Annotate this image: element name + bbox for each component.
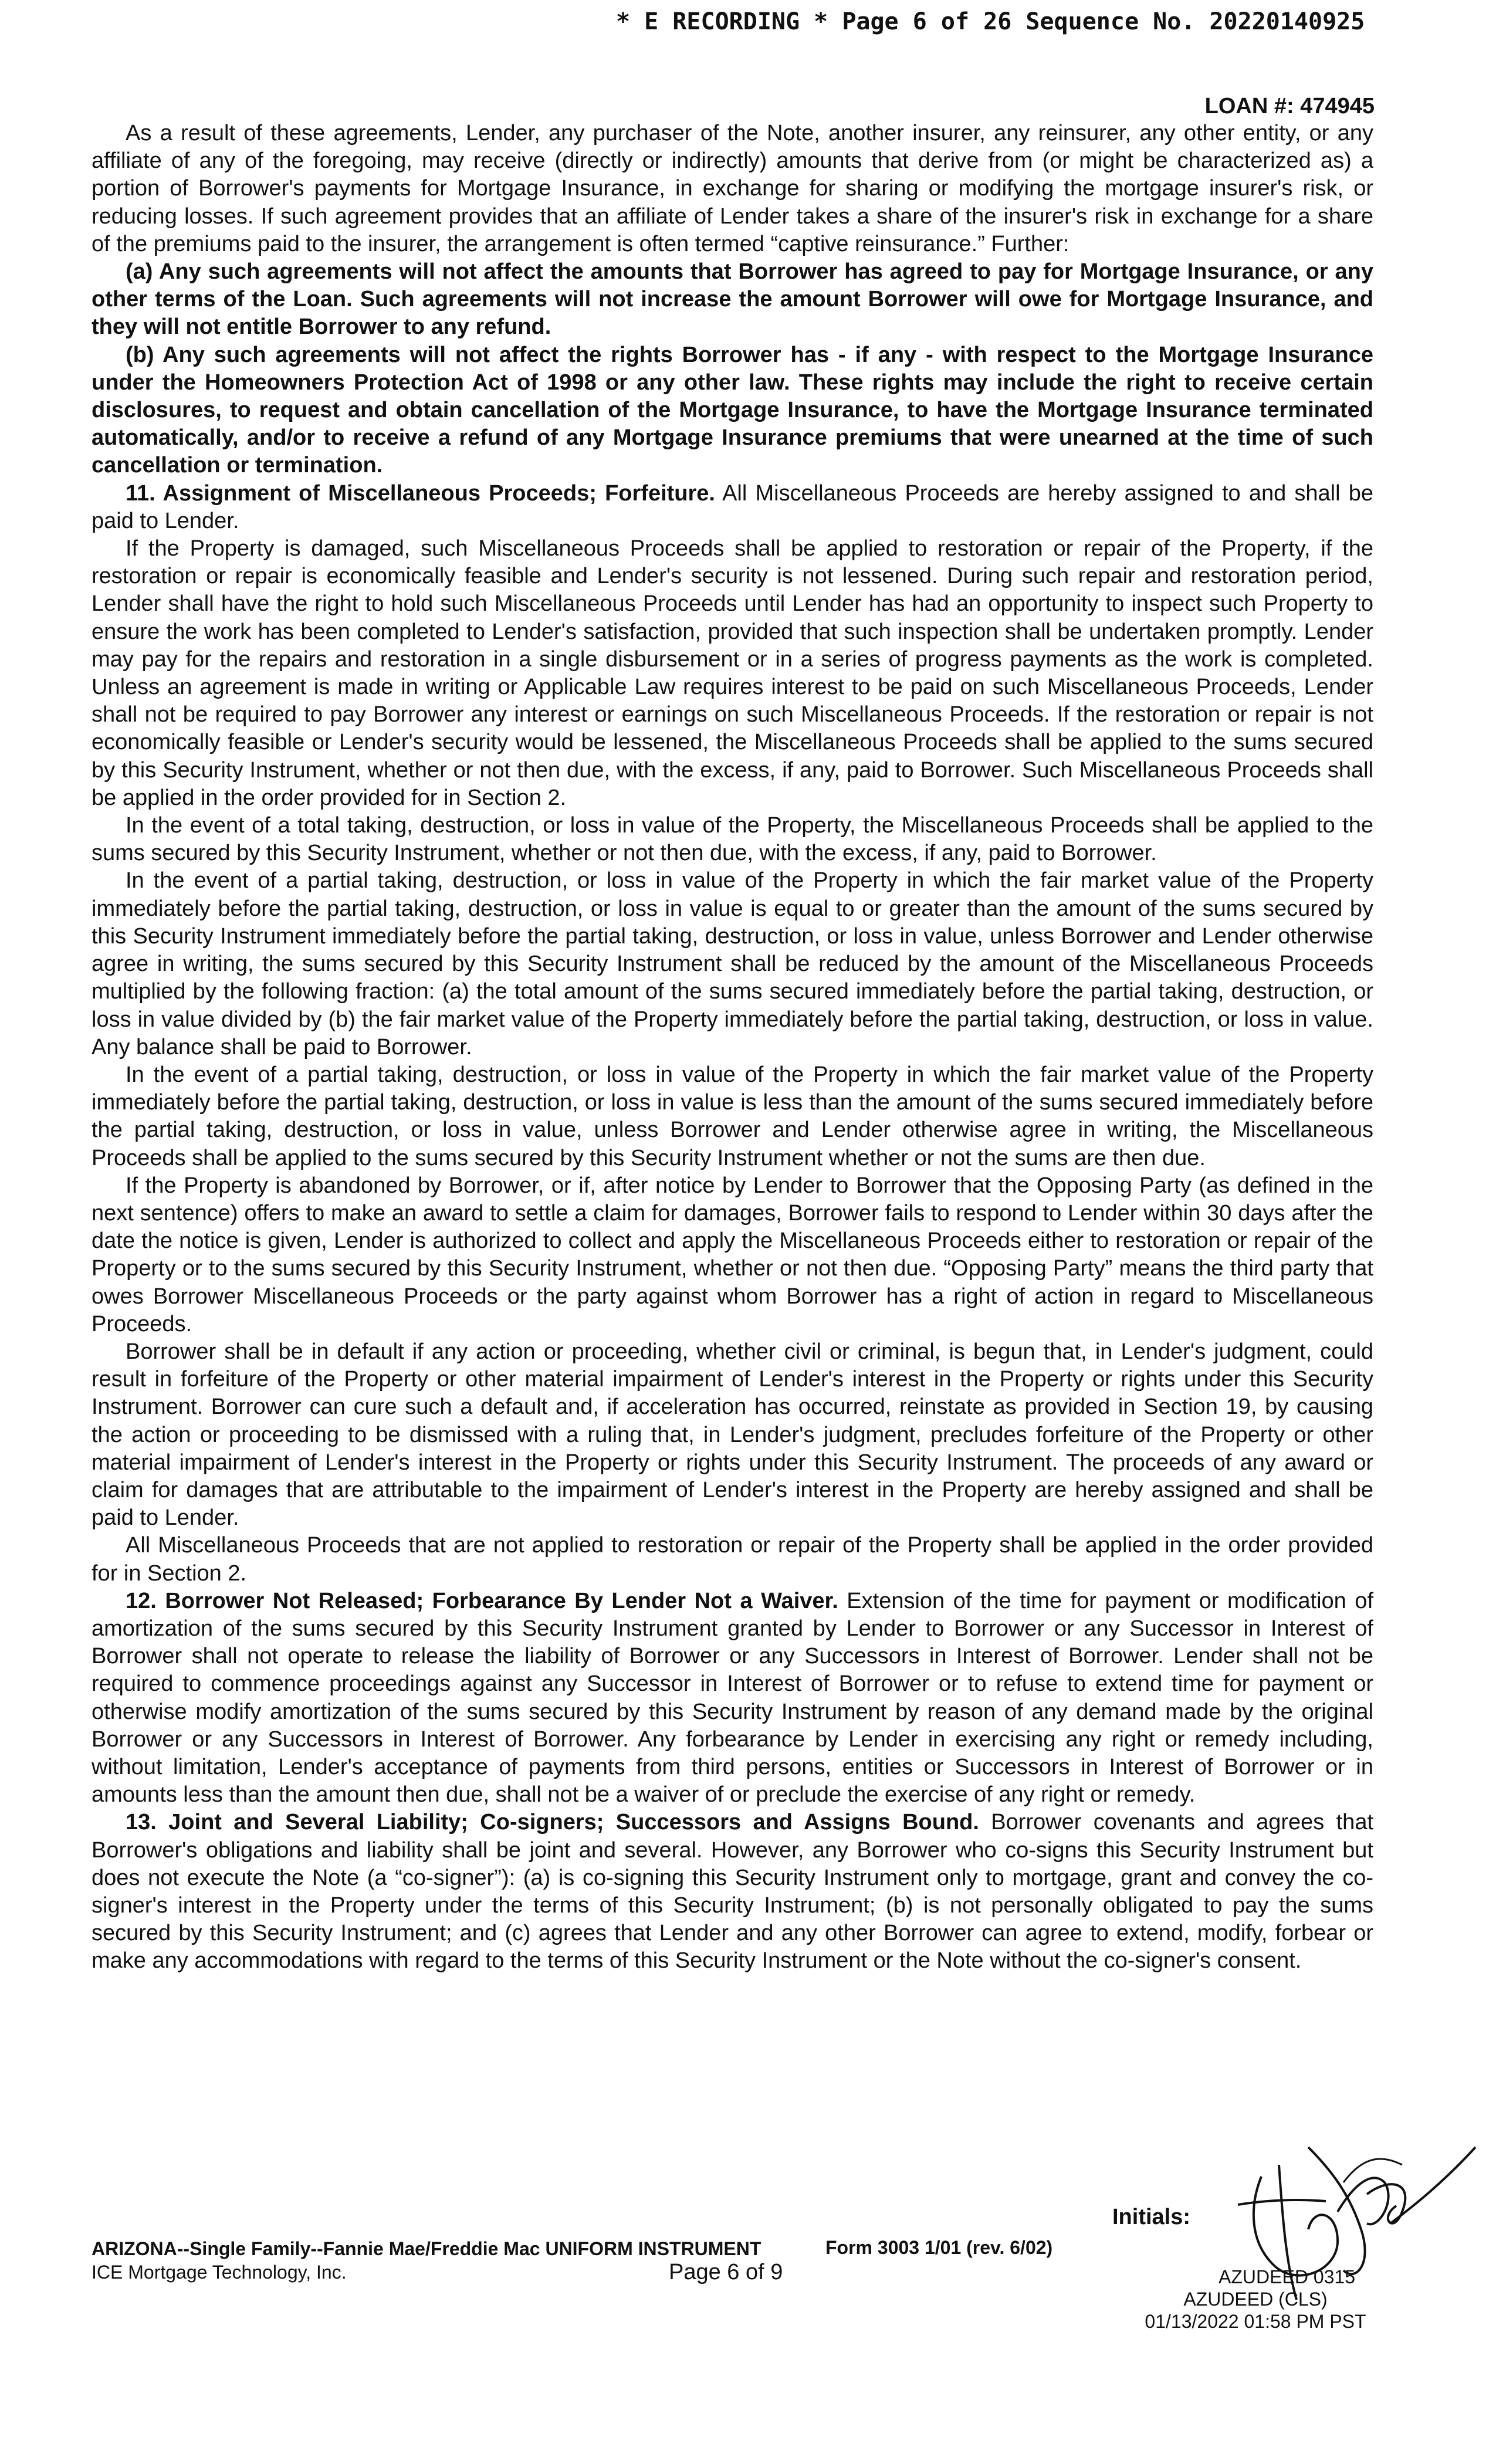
paragraph [92,480,1373,535]
paragraph: In the event of a total taking, destruction, or loss in value of the Property, the Miscellaneous Proceeds shall be applied to the sums secured by this Security Instrument, whether or not then due, with the excess, if any, paid to Borrower. [92,813,1373,866]
initials-label: Initials: [1112,2205,1191,2229]
paragraph: As a result of these agreements, Lender, any purchaser of the Note, another insurer, any reinsurer, any other entity, or any affiliate of any of the foregoing, may receive (directly or indirectly) amounts that derive from (or might be characterized as) a portion of Borrower's payments for Mortgage Insurance, in exchange for sharing or modifying the mortgage insurer's risk, or reducing losses. If such agreement provides that an affiliate of Lender takes a share of the insurer's risk in exchange for a share of the premiums paid to the insurer, the arrangement is often termed “captive reinsurance.” Further: [92,121,1373,256]
paragraph: (a) Any such agreements will not affect the amounts that Borrower has agreed to pay for Mortgage Insurance, or any other terms of the Loan. Such agreements will not increase the amount Borrower will owe for Mortgage Insurance, and they will not entitle Borrower to any refund. [92,259,1373,340]
paragraph-text: Borrower covenants and agrees that Borrower's obligations and liability shall be joint and several. However, any Borrower who co-signs this Security Instrument but does not execute the Note (a “co-signer”): (a) is co-signing this Security Instrument only to mortgage, grant and convey the co-signer's interest in the Property under the terms of this Security Instrument; (b) is not personally obligated to pay the sums secured by this Security Instrument; and (c) agrees that Lender and any other Borrower can agree to extend, modify, forbear or make any accommodations with regard to the terms of this Security Instrument or the Note without the co-signer's consent. [92,1810,1374,1974]
recording-header: * E RECORDING * Page 6 of 26 Sequence No. 20220140925 [616,8,1365,35]
paragraph: If the Property is abandoned by Borrower, or if, after notice by Lender to Borrower that the Opposing Party (as defined in the next sentence) offers to make an award to settle a claim for damages, Borrower fails to respond to Lender within 30 days after the date the notice is given, Lender is authorized to collect and apply the Miscellaneous Proceeds either to restoration or repair of the Property or to the sums secured by this Security Instrument, whether or not then due. “Opposing Party” means the third party that owes Borrower Miscellaneous Proceeds or the party against whom Borrower has a right of action in regard to Miscellaneous Proceeds. [92,1173,1373,1336]
paragraph: If the Property is damaged, such Miscellaneous Proceeds shall be applied to restoration or repair of the Property, if the restoration or repair is economically feasible and Lender's security is not lessened. During such repair and restoration period, Lender shall have the right to hold such Miscellaneous Proceeds until Lender has had an opportunity to inspect such Property to ensure the work has been completed to Lender's satisfaction, provided that such inspection shall be undertaken promptly. Lender may pay for the repairs and restoration in a single disbursement or in a series of progress payments as the work is completed. Unless an agreement is made in writing or Applicable Law requires interest to be paid on such Miscellaneous Proceeds, Lender shall not be required to pay Borrower any interest or earnings on such Miscellaneous Proceeds. If the restoration or repair is not economically feasible or Lender's security would be lessened, the Miscellaneous Proceeds shall be applied to the sums secured by this Security Instrument, whether or not then due, with the excess, if any, paid to Borrower. Such Miscellaneous Proceeds shall be applied in the order provided for in Section 2. [92,536,1373,810]
loan-number: LOAN #: 474945 [1204,94,1375,119]
signature-stamp [1132,2266,1379,2333]
paragraph [92,1809,1373,1975]
form-number: Form 3003 1/01 (rev. 6/02) [825,2237,1053,2258]
section-heading: 13. Joint and Several Liability; Co-signers; Successors and Assigns Bound. [126,1810,979,1835]
stamp-datetime: 01/13/2022 01:58 PM PST [1145,2311,1366,2332]
section-heading: 11. Assignment of Miscellaneous Proceeds; Forfeiture. [126,480,715,506]
stamp-code: AZUDEED 0315 [1219,2266,1355,2287]
paragraph: In the event of a partial taking, destruction, or loss in value of the Property in which the fair market value of the Property immediately before the partial taking, destruction, or loss in value is equal to or greater than the amount of the sums secured by this Security Instrument immediately before the partial taking, destruction, or loss in value, unless Borrower and Lender otherwise agree in writing, the sums secured by this Security Instrument shall be reduced by the amount of the Miscellaneous Proceeds multiplied by the following fraction: (a) the total amount of the sums secured immediately before the partial taking, destruction, or loss in value divided by (b) the fair market value of the Property immediately before the partial taking, destruction, or loss in value. Any balance shall be paid to Borrower. [92,868,1373,1060]
instrument-title: ARIZONA--Single Family--Fannie Mae/Freddie Mac UNIFORM INSTRUMENT [92,2238,761,2259]
paragraph: (b) Any such agreements will not affect the rights Borrower has - if any - with respect to the Mortgage Insurance under the Homeowners Protection Act of 1998 or any other law. These rights may include the right to receive certain disclosures, to request and obtain cancellation of the Mortgage Insurance, to have the Mortgage Insurance terminated automatically, and/or to receive a refund of any Mortgage Insurance premiums that were unearned at the time of such cancellation or termination. [92,342,1373,478]
document-body [92,120,1373,1975]
paragraph: Borrower shall be in default if any action or proceeding, whether civil or criminal, is begun that, in Lender's judgment, could result in forfeiture of the Property or other material impairment of Lender's interest in the Property or rights under this Security Instrument. Borrower can cure such a default and, if acceleration has occurred, reinstate as provided in Section 19, by causing the action or proceeding to be dismissed with a ruling that, in Lender's judgment, precludes forfeiture of the Property or other material impairment of Lender's interest in the Property or rights under this Security Instrument. The proceeds of any award or claim for damages that are attributable to the impairment of Lender's interest in the Property are hereby assigned and shall be paid to Lender. [92,1339,1373,1531]
company-name: ICE Mortgage Technology, Inc. [92,2262,347,2283]
page-label: Page 6 of 9 [669,2260,783,2284]
stamp-name: AZUDEED (CLS) [1183,2289,1328,2310]
paragraph: In the event of a partial taking, destruction, or loss in value of the Property in which the fair market value of the Property immediately before the partial taking, destruction, or loss in value is less than the amount of the sums secured immediately before the partial taking, destruction, or loss in value, unless Borrower and Lender otherwise agree in writing, the Miscellaneous Proceeds shall be applied to the sums secured by this Security Instrument whether or not the sums are then due. [92,1062,1373,1170]
paragraph-text: All Miscellaneous Proceeds are hereby assigned to and shall be paid to Lender. [92,480,1374,533]
paragraph: All Miscellaneous Proceeds that are not applied to restoration or repair of the Property shall be applied in the order provided for in Section 2. [92,1533,1373,1586]
section-heading: 12. Borrower Not Released; Forbearance By Lender Not a Waiver. [126,1588,838,1613]
footer-instrument [92,2237,761,2284]
paragraph [92,1588,1373,1809]
paragraph-text: Extension of the time for payment or modification of amortization of the sums secured by this Security Instrument granted by Lender to Borrower or any Successor in Interest of Borrower shall not operate to release the liability of Borrower or any Successors in Interest of Borrower. Lender shall not be required to commence proceedings against any Successor in Interest of Borrower or to refuse to extend time for payment or otherwise modify amortization of the sums secured by this Security Instrument by reason of any demand made by the original Borrower or any Successors in Interest of Borrower. Any forbearance by Lender in exercising any right or remedy including, without limitation, Lender's acceptance of payments from third persons, entities or Successors in Interest of Borrower or in amounts less than the amount then due, shall not be a waiver of or preclude the exercise of any right or remedy. [92,1588,1373,1808]
